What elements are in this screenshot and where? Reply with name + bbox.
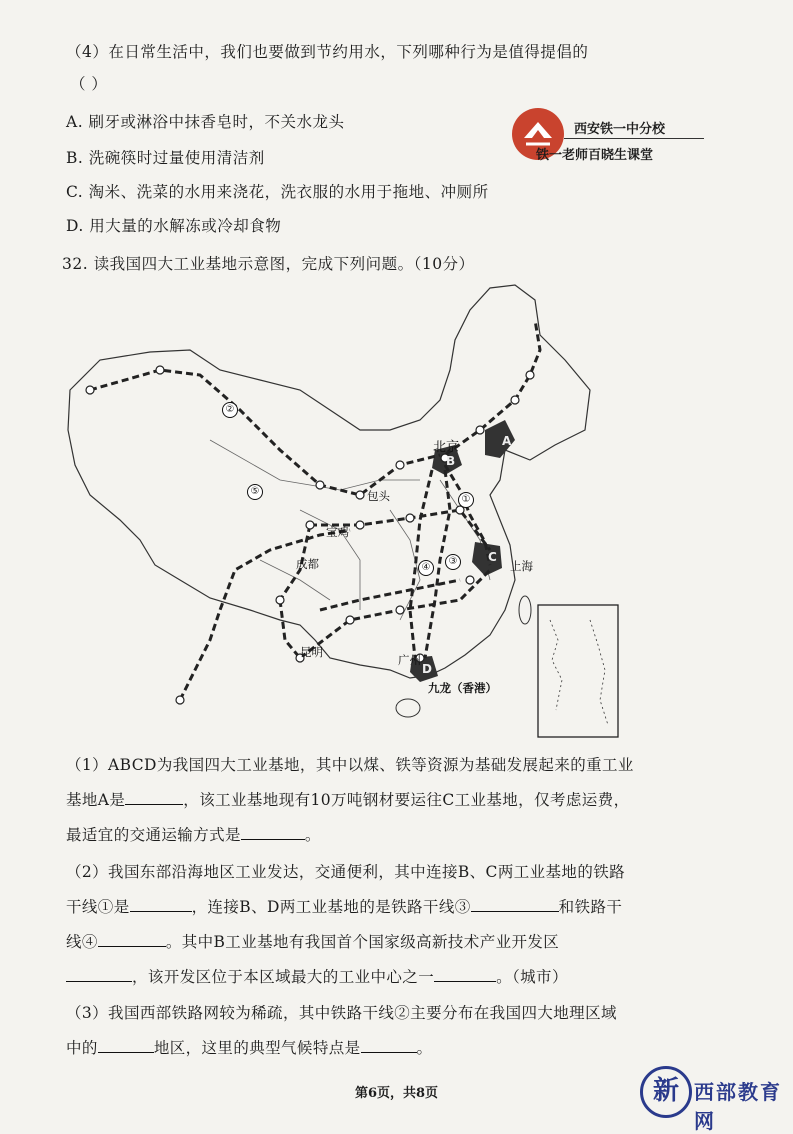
- p1-text-c: ，该工业基地现有10万吨钢材要运往C工业基地，仅考虑运费，: [183, 791, 630, 809]
- city-kunming: 昆明: [300, 645, 323, 659]
- map-drawing: [60, 280, 750, 740]
- city-shanghai: 上海: [510, 559, 533, 573]
- rail-line-shanghai-kunming: [300, 570, 490, 658]
- q32-title: 32. 读我国四大工业基地示意图，完成下列问题。（10分）: [62, 255, 475, 273]
- logo-line2: 铁一老师百晓生课堂: [536, 148, 654, 163]
- p3-text-a: （3）我国西部铁路网较为稀疏，其中铁路干线②主要分布在我国四大地理区域: [66, 1004, 617, 1022]
- site-watermark: [640, 1062, 790, 1133]
- rail-line-2: [90, 370, 440, 495]
- rail-label-3: ③: [445, 554, 461, 570]
- answer-blank-city[interactable]: [434, 963, 496, 982]
- base-c-label: C: [488, 550, 497, 564]
- city-chengdu: 成都: [296, 557, 319, 571]
- china-industrial-base-map: [60, 280, 750, 740]
- p1-text-d: 最适宜的交通运输方式是: [66, 826, 241, 844]
- school-logo: [512, 108, 702, 170]
- q4-option-c: C. 淘米、洗菜的水用来浇花，洗衣服的水用于拖地、冲厕所: [66, 183, 489, 201]
- answer-blank-rail-3[interactable]: [471, 893, 559, 912]
- answer-blank-rail-1[interactable]: [130, 893, 192, 912]
- logo-divider: [564, 138, 704, 139]
- p2-text-c: ，连接B、D两工业基地的是铁路干线③: [191, 898, 471, 916]
- p1-text-b: 基地A是: [66, 791, 126, 809]
- rail-label-1: ①: [458, 492, 474, 508]
- rail-label-2: ②: [222, 402, 238, 418]
- q32-part2: [66, 855, 726, 995]
- p1-text-e: 。: [304, 826, 321, 844]
- q4-option-d: D. 用大量的水解冻或冷却食物: [66, 217, 282, 235]
- p2-text-d: 和铁路干: [558, 898, 623, 916]
- p2-text-h: 。（城市）: [496, 968, 568, 986]
- watermark-text: 西部教育网: [694, 1080, 782, 1133]
- answer-blank-dev-zone[interactable]: [66, 963, 132, 982]
- watermark-logo-icon: 新: [640, 1066, 692, 1118]
- q4-stem: （4）在日常生活中，我们也要做到节约用水，下列哪种行为是值得提倡的: [66, 43, 589, 61]
- page-footer: 第6页，共8页: [354, 1086, 439, 1101]
- q32-part3: [66, 996, 726, 1066]
- p2-text-g: ，该开发区位于本区域最大的工业中心之一: [132, 968, 435, 986]
- south-china-sea-inset: [538, 605, 618, 737]
- q4-option-a: A. 刷牙或淋浴中抹香皂时，不关水龙头: [66, 113, 345, 131]
- p1-text-a: （1）ABCD为我国四大工业基地，其中以煤、铁等资源为基础发展起来的重工业: [66, 756, 634, 774]
- base-d-label: D: [422, 662, 432, 676]
- city-baotou: 包头: [367, 489, 390, 503]
- city-baoji: 宝鸡: [326, 525, 349, 539]
- p3-text-d: 。: [416, 1039, 433, 1057]
- p2-text-a: （2）我国东部沿海地区工业发达，交通便利，其中连接B、C两工业基地的铁路: [66, 863, 626, 881]
- base-b-label: B: [446, 454, 456, 468]
- city-guangzhou: 广州: [398, 653, 421, 667]
- answer-blank-base-a[interactable]: [125, 786, 183, 805]
- answer-blank-transport[interactable]: [241, 821, 305, 840]
- p3-text-b: 中的: [66, 1039, 98, 1057]
- rail-line-xiangqian: [320, 580, 460, 610]
- p3-text-c: 地区，这里的典型气候特点是: [153, 1039, 361, 1057]
- china-outline: [68, 285, 590, 678]
- answer-blank-rail-4[interactable]: [98, 928, 166, 947]
- rail-label-4: ④: [418, 560, 434, 576]
- base-a-label: A: [502, 434, 512, 448]
- q32-part1: [66, 748, 726, 853]
- answer-blank-region[interactable]: [98, 1034, 154, 1053]
- rail-line-chengkun: [280, 600, 300, 658]
- p2-text-f: 。其中B工业基地有我国首个国家级高新技术产业开发区: [165, 933, 560, 951]
- answer-blank-climate[interactable]: [361, 1034, 417, 1053]
- q4-answer-paren: （ ）: [70, 75, 108, 93]
- p2-text-b: 干线①是: [66, 898, 130, 916]
- city-kowloon: 九龙（香港）: [428, 681, 497, 695]
- logo-line1: 西安铁一中分校: [574, 122, 666, 137]
- city-beijing: 北京: [433, 440, 460, 455]
- p2-text-e: 线④: [66, 933, 98, 951]
- rail-label-5: ⑤: [247, 484, 263, 500]
- q4-option-b: B. 洗碗筷时过量使用清洁剂: [66, 149, 265, 167]
